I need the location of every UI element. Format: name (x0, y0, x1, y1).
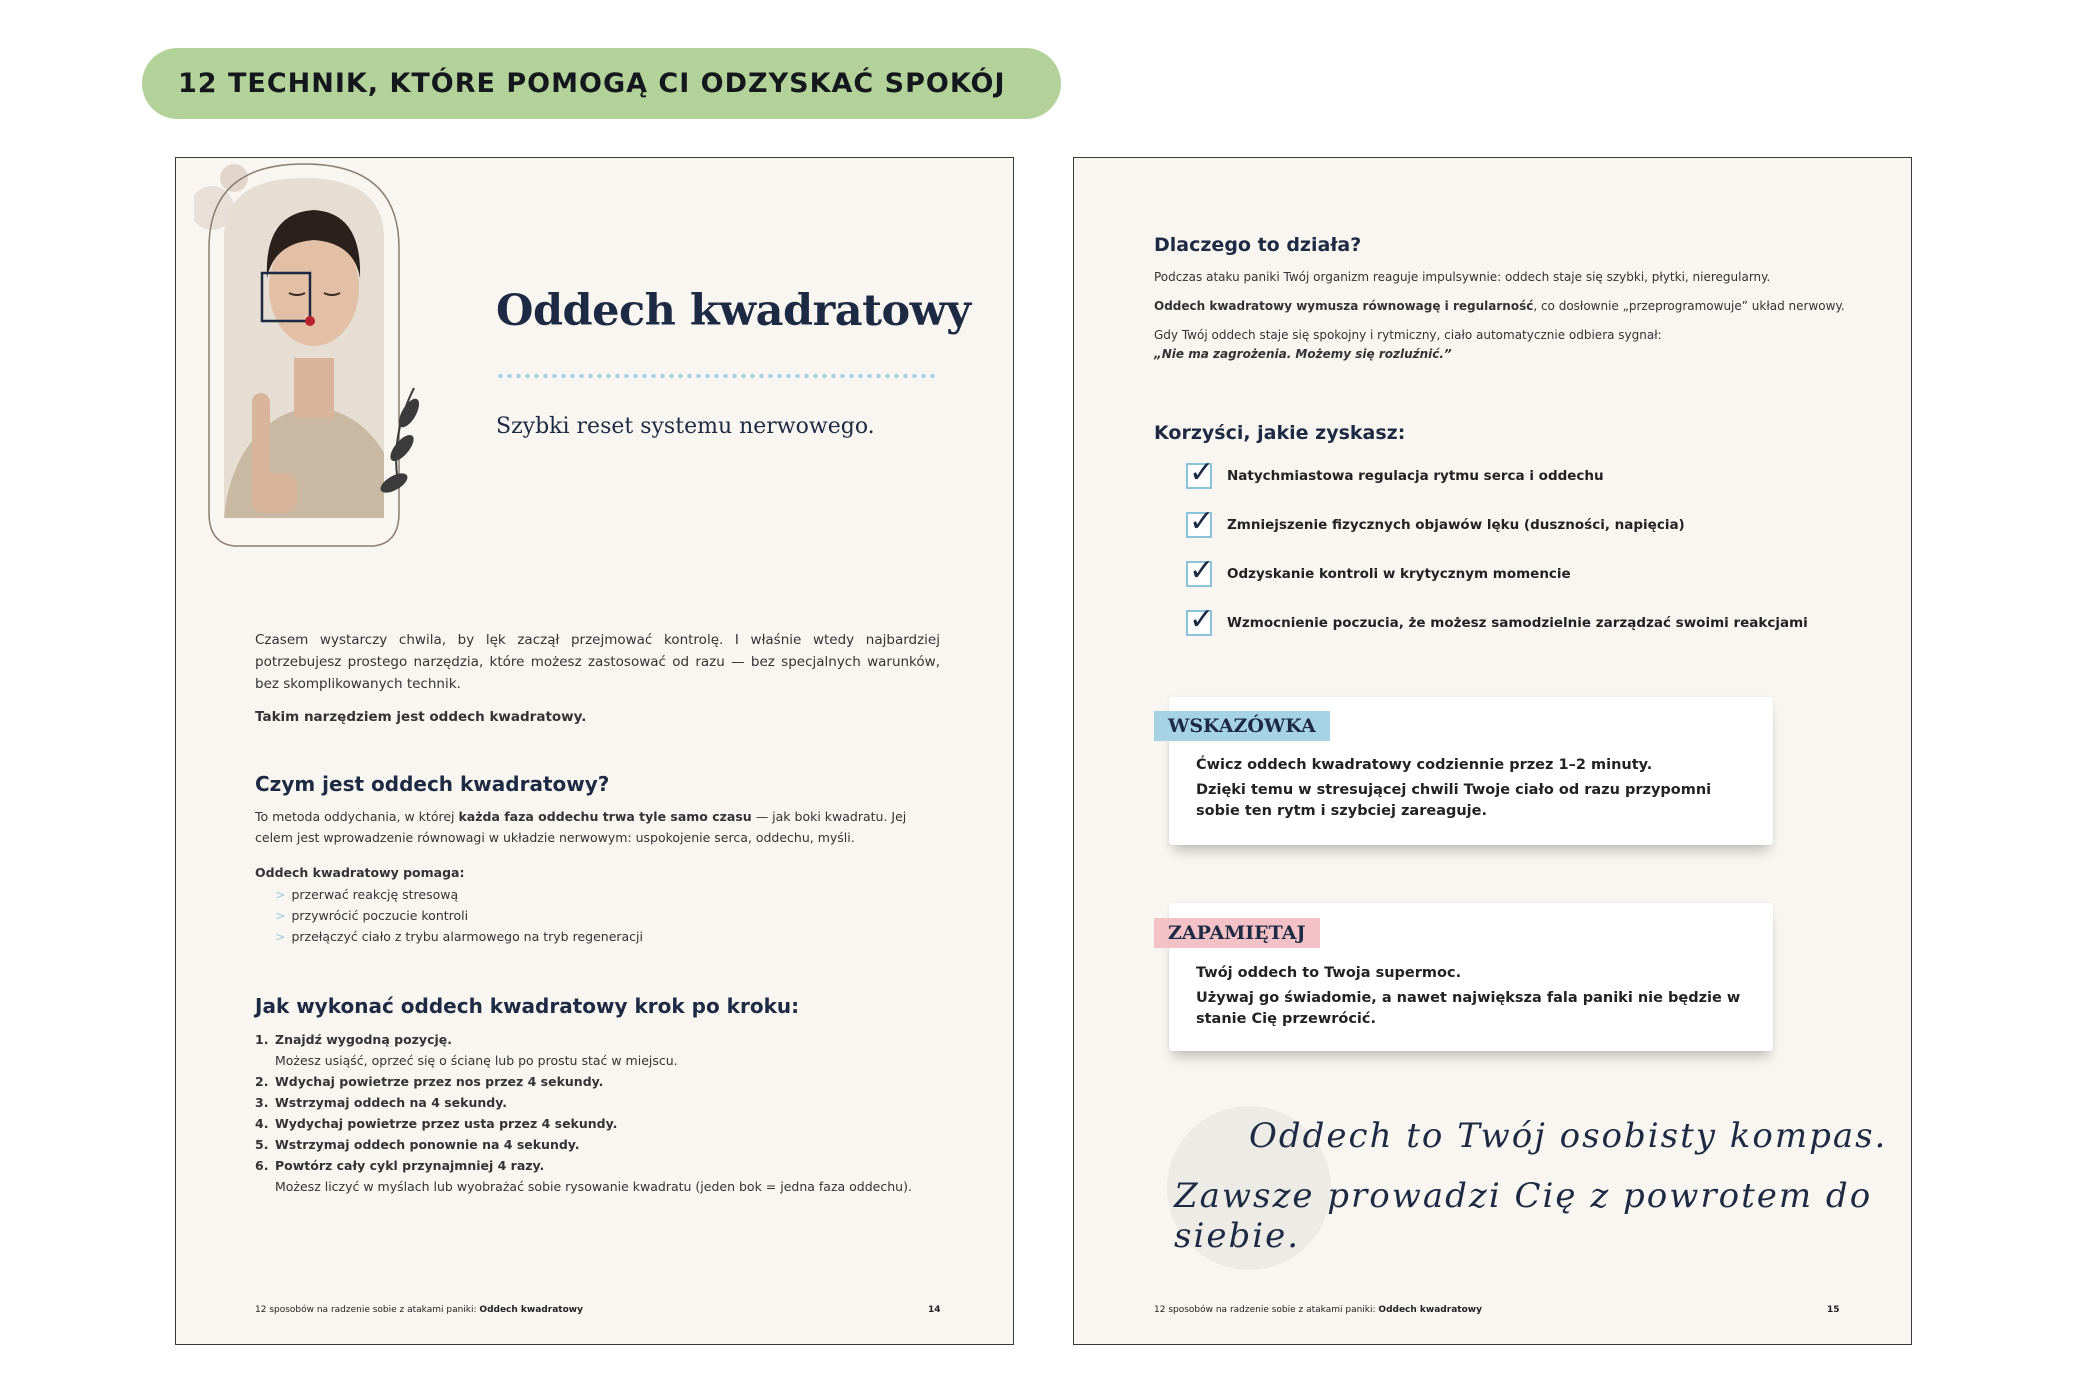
quote-line-1: Oddech to Twój osobisty kompas. (1249, 1116, 1888, 1156)
step-item: 2. Wdychaj powietrze przez nos przez 4 sekundy. (255, 1074, 604, 1089)
steps-heading: Jak wykonać oddech kwadratowy krok po kroku: (255, 994, 800, 1018)
intro-paragraph: Czasem wystarczy chwila, by lęk zaczął przejmować kontrolę. I właśnie wtedy najbardziej potrzebujesz prostego narzędzia, które możesz zastosować od razu — bez specjalnych warunków, bez skomplikowanych technik. (255, 632, 940, 692)
step-item: 4. Wydychaj powietrze przez usta przez 4 sekundy. (255, 1116, 618, 1131)
tip-tag: WSKAZÓWKA (1154, 711, 1330, 741)
step-note: Możesz usiąść, oprzeć się o ścianę lub po prostu stać w miejscu. (275, 1053, 678, 1068)
checkbox-checked-icon: ✓ (1186, 463, 1212, 489)
quote-line-2: Zawsze prowadzi Cię z powrotem do siebie. (1174, 1176, 1873, 1256)
benefit-item: Zmniejszenie fizycznych objawów lęku (duszności, napięcia) (1227, 517, 1685, 533)
page-14 (175, 157, 1014, 1345)
remember-tag: ZAPAMIĘTAJ (1154, 918, 1320, 948)
benefit-item: Odzyskanie kontroli w krytycznym momencie (1227, 566, 1571, 582)
page-number: 15 (1827, 1305, 1840, 1315)
benefit-item: Wzmocnienie poczucia, że możesz samodzielnie zarządzać swoimi reakcjami (1227, 615, 1808, 631)
what-heading: Czym jest oddech kwadratowy? (255, 772, 610, 796)
checkbox-checked-icon: ✓ (1186, 512, 1212, 538)
benefit-item: Natychmiastowa regulacja rytmu serca i oddechu (1227, 468, 1604, 484)
tip-text: Ćwicz oddech kwadratowy codziennie przez 1–2 minuty. Dzięki temu w stresującej chwili Twoje ciało od razu przypomni sobie ten rytm i szybciej zareaguje. (1196, 757, 1712, 819)
steps-list (255, 1029, 955, 1197)
list-item: > przerwać reakcję stresową (275, 887, 459, 902)
page-title: Oddech kwadratowy (496, 286, 971, 336)
remember-text: Twój oddech to Twoja supermoc. Używaj go świadomie, a nawet największa fala paniki nie będzie w stanie Cię przewrócić. (1196, 965, 1741, 1027)
benefits-heading: Korzyści, jakie zyskasz: (1154, 422, 1406, 444)
step-item: 6. Powtórz cały cykl przynajmniej 4 razy. (255, 1158, 545, 1173)
why-heading: Dlaczego to działa? (1154, 234, 1362, 256)
banner-title: 12 TECHNIK, KTÓRE POMOGĄ CI ODZYSKAĆ SPOKÓJ (178, 68, 1006, 99)
page-footer: 12 sposobów na radzenie sobie z atakami paniki: Oddech kwadratowy (255, 1305, 583, 1315)
step-item: 5. Wstrzymaj oddech ponownie na 4 sekundy. (255, 1137, 580, 1152)
page-number: 14 (928, 1305, 941, 1315)
helps-list (275, 884, 643, 947)
page-footer: 12 sposobów na radzenie sobie z atakami paniki: Oddech kwadratowy (1154, 1305, 1482, 1315)
top-banner (142, 48, 1061, 119)
page-subtitle: Szybki reset systemu nerwowego. (496, 414, 875, 439)
step-note: Możesz liczyć w myślach lub wyobrażać sobie rysowanie kwadratu (jeden bok = jedna faza oddechu). (275, 1179, 912, 1194)
page-15 (1073, 157, 1912, 1345)
step-item: 1. Znajdź wygodną pozycję. (255, 1032, 453, 1047)
why-paragraph: Podczas ataku paniki Twój organizm reaguje impulsywnie: oddech staje się szybki, płytki, nieregularny. Oddech kwadratowy wymusza równowagę i regularność, co dosłownie „przeprogramowuje” układ nerwowy. Gdy Twój oddech staje się spokojny i rytmiczny, ciało automatycznie odbiera sygnał: „Nie ma zagrożenia. Możemy się rozluźnić.” (1154, 270, 1845, 361)
step-item: 3. Wstrzymaj oddech na 4 sekundy. (255, 1095, 507, 1110)
portrait-illustration (194, 158, 444, 558)
what-paragraph: To metoda oddychania, w której każda faza oddechu trwa tyle samo czasu — jak boki kwadratu. Jej celem jest wprowadzenie równowagi w układzie nerwowym: uspokojenie serca, oddechu, myśli. (255, 809, 907, 845)
wavy-divider (496, 372, 938, 380)
list-item: > przywrócić poczucie kontroli (275, 908, 469, 923)
list-item: > przełączyć ciało z trybu alarmowego na tryb regeneracji (275, 929, 643, 944)
checkbox-checked-icon: ✓ (1186, 610, 1212, 636)
tool-line: Takim narzędziem jest oddech kwadratowy. (255, 709, 587, 725)
checkbox-checked-icon: ✓ (1186, 561, 1212, 587)
helps-label: Oddech kwadratowy pomaga: (255, 865, 465, 880)
